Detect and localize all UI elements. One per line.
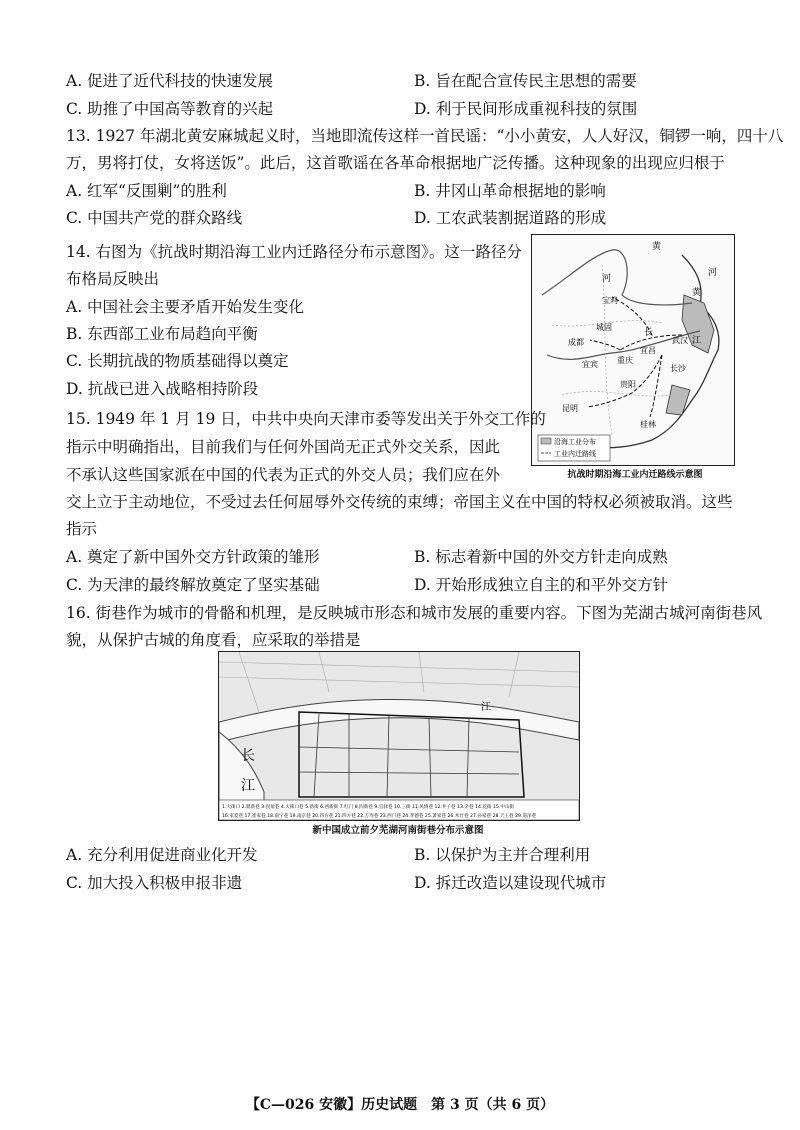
wuhu-streets-map-svg [219, 652, 579, 820]
label-he: 河 [602, 274, 612, 284]
q12-option-b[interactable]: B. 旨在配合宣传民主思想的需要 [414, 72, 637, 90]
q16-option-c[interactable]: C. 加大投入积极申报非遗 [66, 874, 243, 892]
label-chang: 长 [644, 328, 654, 338]
q13-stem-line1: 13. 1927 年湖北黄安麻城起义时，当地即流传这样一首民谣：“小小黄安，人人好汉，铜锣一响，四十八 [66, 127, 784, 145]
label-jiang: 江 [692, 336, 702, 346]
q14-option-a[interactable]: A. 中国社会主要矛盾开始发生变化 [66, 298, 305, 316]
label-he2: 河 [708, 268, 718, 278]
legend-area-swatch [541, 438, 551, 444]
q15-option-a[interactable]: A. 奠定了新中国外交方针政策的雏形 [66, 548, 320, 566]
q13-option-a[interactable]: A. 红军“反围剿”的胜利 [66, 182, 227, 200]
label-changsha: 长沙 [670, 364, 686, 373]
q12-option-c[interactable]: C. 助推了中国高等教育的兴起 [66, 100, 274, 118]
q15-option-b[interactable]: B. 标志着新中国的外交方针走向成熟 [414, 548, 668, 566]
q15-stem-line1: 15. 1949 年 1 月 19 日，中共中央向天津市委等发出关于外交工作的 [66, 410, 546, 428]
label-kunming: 昆明 [562, 404, 578, 413]
q14-stem-line1: 14. 右图为《抗战时期沿海工业内迁路径分布示意图》。这一路径分 [66, 243, 522, 261]
q16-option-a[interactable]: A. 充分利用促进商业化开发 [66, 846, 258, 864]
q12-option-a[interactable]: A. 促进了近代科技的快速发展 [66, 72, 274, 90]
q15-option-c[interactable]: C. 为天津的最终解放奠定了坚实基础 [66, 576, 320, 594]
label-yichang: 宜昌 [640, 346, 656, 355]
label-yibin: 宜宾 [582, 360, 598, 369]
label-chenggu: 城固 [596, 323, 612, 332]
q14-option-d[interactable]: D. 抗战已进入战略相持阶段 [66, 380, 259, 398]
q15-stem-line2: 指示中明确指出，目前我们与任何外国尚无正式外交关系，因此 [66, 438, 501, 456]
label-huang: 黄 [652, 242, 662, 252]
industry-relocation-map [531, 234, 735, 466]
q13-stem-line2: 万，男将打仗，女将送饭”。此后，这首歌谣在各革命根据地广泛传播。这种现象的出现应归根于 [66, 154, 725, 172]
page-footer: 【C—026 安徽】历史试题 第 3 页（共 6 页） [245, 1097, 555, 1113]
q12-option-d[interactable]: D. 利于民间形成重视科技的氛围 [414, 100, 638, 118]
label-guilin: 桂林 [640, 420, 656, 429]
q15-stem-line5: 指示 [66, 520, 98, 538]
q14-option-c[interactable]: C. 长期抗战的物质基础得以奠定 [66, 352, 289, 370]
map-background [219, 652, 579, 820]
river-label-jiang: 江 [241, 778, 255, 794]
q13-option-c[interactable]: C. 中国共产党的群众路线 [66, 209, 243, 227]
streets-legend-line2: 16.家宴巷 17.崔家巷 18.南宁巷 19.南京巷 20.四方巷 21.四方巷 22.万寿巷 23.西门巷 24.孝德巷 25.萧家巷 26.木竹巷 27.孙家巷 28.天王巷 29.道泽巷 [222, 814, 537, 819]
label-chengdu: 成都 [568, 338, 584, 347]
q14-option-b[interactable]: B. 东西部工业布局趋向平衡 [66, 325, 258, 343]
label-huang2: 黄 [692, 288, 702, 298]
streets-legend-line1: 1.大街口 2.鼎新巷 3.拐角巷 4.大街口巷 5.新街 6.西新街 7.红门 8.四新巷 9.官驿巷 10.三街 11.风情巷 12.井子巷 13.杂巷 14.花街 15.中山街 [222, 805, 515, 810]
label-chongqing: 重庆 [617, 356, 633, 365]
label-baoji: 宝鸡 [602, 296, 618, 305]
q13-option-d[interactable]: D. 工农武装割据道路的形成 [414, 209, 607, 227]
q15-stem-line3: 不承认这些国家派在中国的代表为正式的外交人员；我们应在外 [66, 466, 501, 484]
q16-option-d[interactable]: D. 拆迁改造以建设现代城市 [414, 874, 607, 892]
q15-stem-line4: 交上立于主动地位，不受过去任何屈辱外交传统的束缚；帝国主义在中国的特权必须被取消。这些 [66, 493, 733, 511]
river-label-chang: 长 [241, 748, 255, 764]
q16-stem-line2: 貌，从保护古城的角度看，应采取的举措是 [66, 631, 361, 649]
legend-area-label: 沿海工业分布 [554, 438, 596, 446]
industry-relocation-map-caption: 抗战时期沿海工业内迁路线示意图 [567, 470, 703, 480]
wuhu-streets-map-caption: 新中国成立前夕芜湖河南街巷分布示意图 [312, 825, 484, 836]
coastal-industry-area-south [666, 385, 690, 415]
q13-option-b[interactable]: B. 井冈山革命根据地的影响 [414, 182, 606, 200]
river-label-jiang2: 江 [481, 702, 491, 713]
label-guiyang: 贵阳 [620, 380, 636, 389]
route-south-guilin [650, 355, 662, 417]
label-wuhan: 武汉 [672, 336, 688, 345]
q16-option-b[interactable]: B. 以保护为主并合理利用 [414, 846, 591, 864]
industry-relocation-map-svg [532, 235, 734, 465]
q16-stem-line1: 16. 街巷作为城市的骨骼和机理，是反映城市形态和城市发展的重要内容。下图为芜湖古城河南街巷风 [66, 604, 763, 622]
q15-option-d[interactable]: D. 开始形成独立自主的和平外交方针 [414, 576, 669, 594]
wuhu-streets-map [218, 651, 580, 821]
q14-stem-line2: 布格局反映出 [66, 270, 160, 288]
legend-route-label: 工业内迁路线 [554, 450, 596, 458]
